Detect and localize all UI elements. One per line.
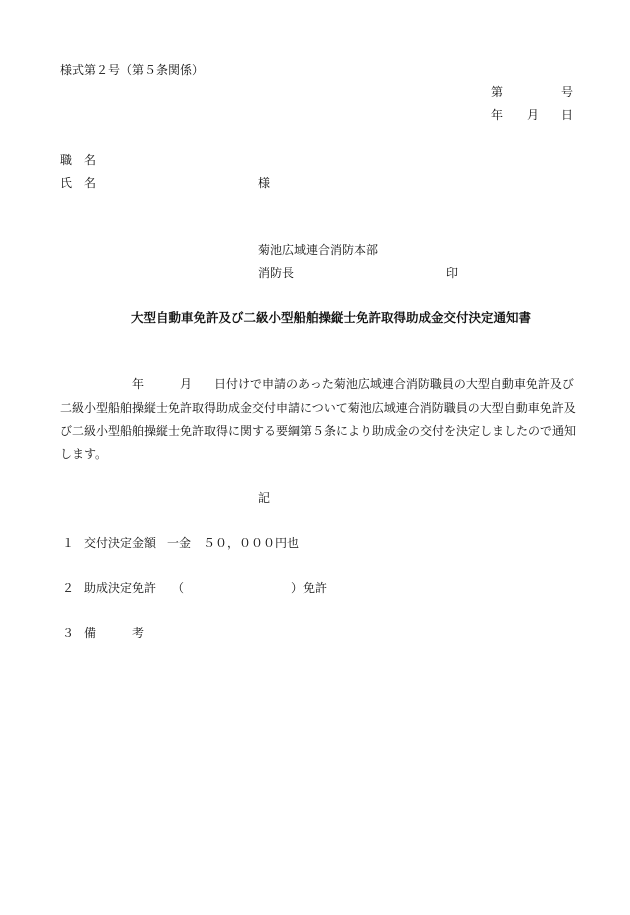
date-month: 月 [527,108,540,122]
body-line-1: 日付けで申請のあった菊池広域連合消防職員の大型自動車免許及び [214,377,574,391]
sender-seal: 印 [446,266,459,280]
document-title: 大型自動車免許及び二級小型船舶操縦士免許取得助成金交付決定通知書 [131,310,532,325]
doc-number-suffix: 号 [561,85,574,99]
recipient-honorific: 様 [258,176,271,190]
body-line-3: び二級小型船舶操縦士免許取得に関する要綱第５条により助成金の交付を決定しましたので通知 [60,424,577,438]
item-3-label: 備 考 [84,626,145,640]
item-3-number: ３ [62,626,75,640]
body-line-2: 二級小型船舶操縦士免許取得助成金交付申請について菊池広域連合消防職員の大型自動車免許及 [60,401,576,415]
item-1-number: １ [62,536,75,550]
item-2-number: ２ [62,581,75,595]
item-1-value: 一金 ５０，０００円也 [167,536,300,550]
sender-position: 消防長 [258,266,295,280]
doc-number-prefix: 第 [491,85,504,99]
recipient-name-label: 氏 名 [60,176,97,190]
item-2-close-paren: ）免許 [291,581,328,595]
recipient-title-label: 職 名 [60,153,97,167]
date-day: 日 [561,108,574,122]
form-number: 様式第２号（第５条関係） [60,63,205,77]
body-lead-month: 月 [180,377,193,391]
item-2-label: 助成決定免許 [84,581,157,595]
ki-marker: 記 [258,491,271,505]
sender-org: 菊池広域連合消防本部 [258,243,379,257]
item-2-open-paren: （ [172,581,185,595]
item-1-label: 交付決定金額 [84,536,157,550]
body-line-4: します。 [60,447,108,461]
body-lead-year: 年 [132,377,145,391]
date-year: 年 [491,108,504,122]
